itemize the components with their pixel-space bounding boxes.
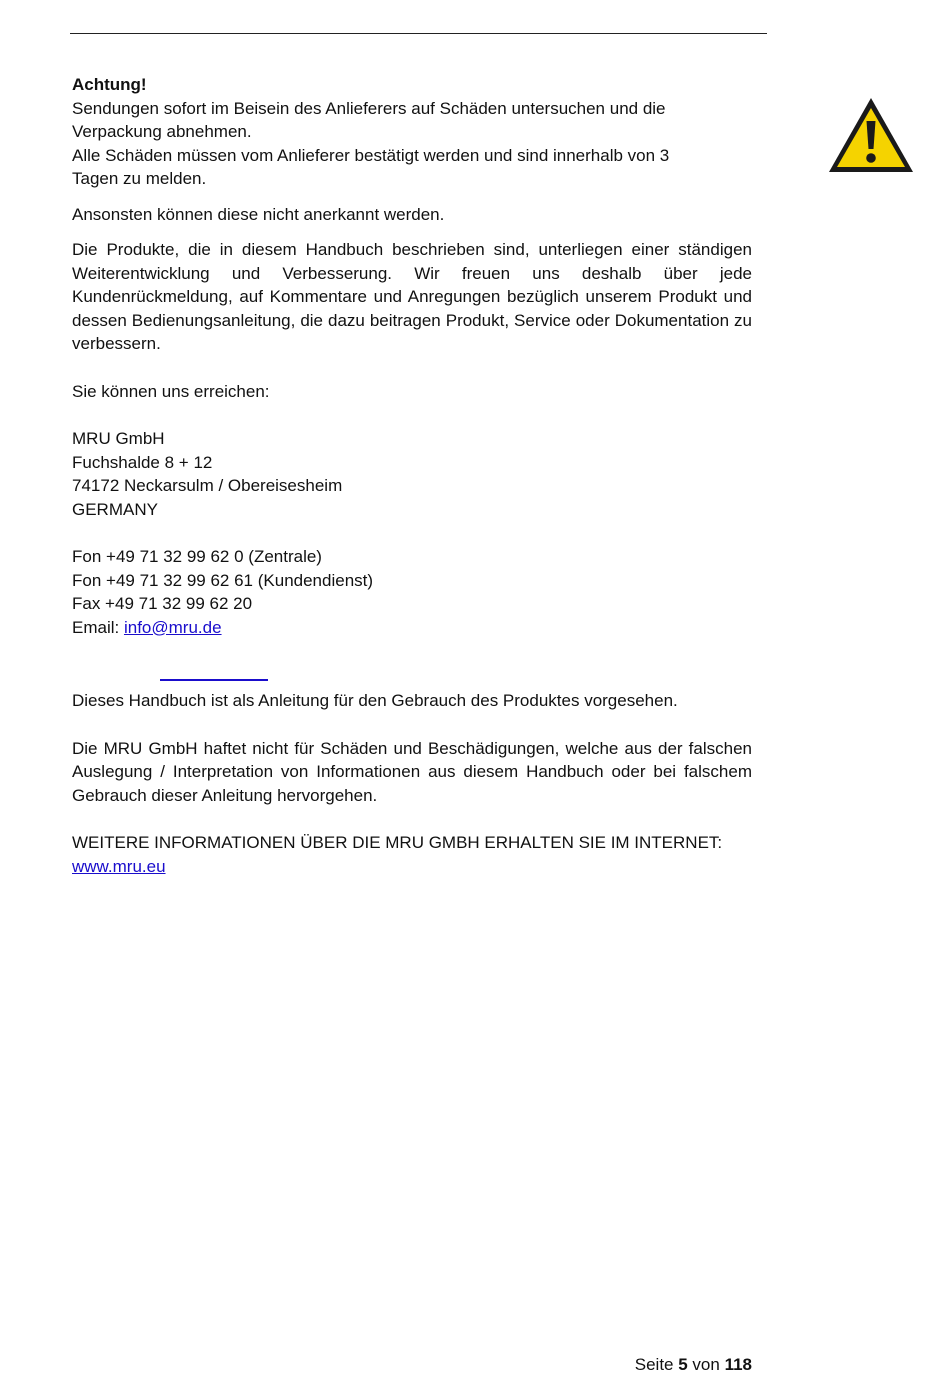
footer-page-number: 5 — [678, 1355, 688, 1374]
attention-otherwise: Ansonsten können diese nicht anerkannt werden. — [72, 204, 445, 224]
website-link[interactable]: www.mru.eu — [72, 856, 166, 876]
header-rule — [70, 33, 767, 34]
address-city: 74172 Neckarsulm / Obereisesheim — [72, 476, 343, 495]
page-content — [72, 73, 752, 878]
email-label: Email: — [72, 617, 124, 637]
attention-line-2: Verpackung abnehmen. — [72, 122, 252, 141]
address-block — [72, 427, 752, 521]
contact-block — [72, 545, 752, 639]
fax-number: Fax +49 71 32 99 62 20 — [72, 594, 253, 613]
intro-paragraph: Die Produkte, die in diesem Handbuch beschrieben sind, unterliegen einer ständigen Weiterentwicklung und Verbesserung. Wir freuen uns deshalb über jede Kundenrückmeldung, auf Kommentare und Anregungen bezüglich unserem Produkt und dessen Bedienungsanleitung, die dazu beitragen Produkt, Service oder Dokumentation zu verbessern. — [72, 240, 752, 353]
more-info-text: WEITERE INFORMATIONEN ÜBER DIE MRU GMBH ERHALTEN SIE IM INTERNET: — [72, 833, 723, 852]
address-country: GERMANY — [72, 499, 158, 519]
footer-prefix: Seite — [634, 1355, 679, 1374]
email-line — [72, 616, 752, 640]
footer-middle: von — [687, 1355, 725, 1374]
attention-line-4: Tagen zu melden. — [72, 169, 207, 188]
phone-central: Fon +49 71 32 99 62 0 (Zentrale) — [72, 547, 322, 566]
footer-total-pages: 118 — [724, 1355, 752, 1374]
address-company: MRU GmbH — [72, 429, 165, 448]
page-footer — [600, 1353, 752, 1377]
address-street: Fuchshalde 8 + 12 — [72, 452, 213, 472]
attention-title: Achtung! — [72, 75, 147, 94]
attention-line-1: Sendungen sofort im Beisein des Anlieferers auf Schäden untersuchen und die — [72, 98, 666, 118]
liability-paragraph: Die MRU GmbH haftet nicht für Schäden und Beschädigungen, welche aus der falschen Auslegung / Interpretation von Informationen aus diesem Handbuch oder bei falschem Gebrauch dieser Anleitung hervorgehen. — [72, 738, 752, 805]
attention-block — [72, 73, 752, 191]
reach-us-label: Sie können uns erreichen: — [72, 381, 270, 401]
warning-triangle-icon — [826, 95, 916, 175]
more-info-block — [72, 831, 752, 878]
email-link[interactable]: info@mru.de — [123, 617, 222, 637]
attention-line-3: Alle Schäden müssen vom Anlieferer bestätigt werden und sind innerhalb von 3 — [72, 145, 670, 165]
manual-note: Dieses Handbuch ist als Anleitung für den Gebrauch des Produktes vorgesehen. — [72, 691, 678, 710]
phone-service: Fon +49 71 32 99 62 61 (Kundendienst) — [72, 570, 374, 590]
link-divider — [160, 679, 268, 681]
